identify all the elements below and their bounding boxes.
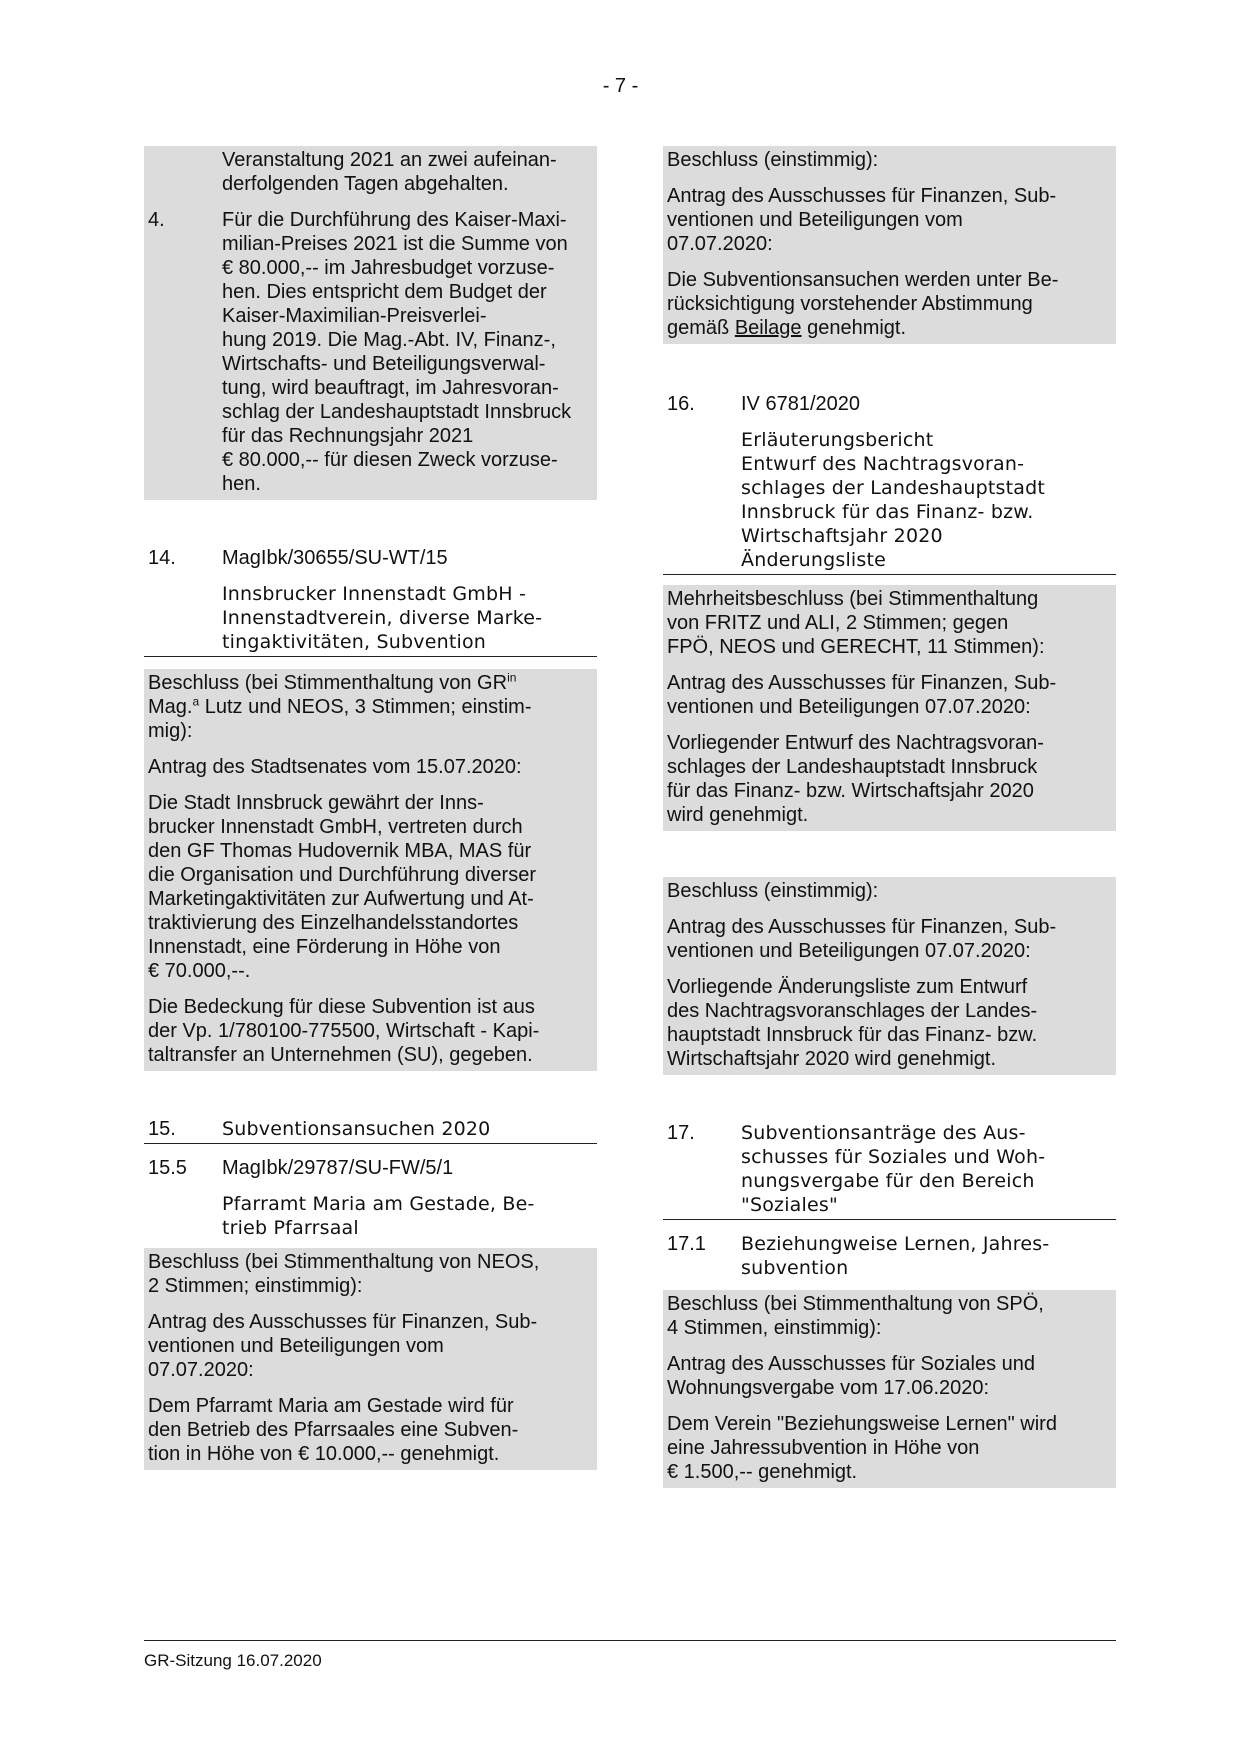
motion-text: Antrag des Ausschusses für Finanzen, Sub- ventionen und Beteiligungen vom 07.07.2020: <box>148 1311 538 1381</box>
section-number: 17. <box>667 1122 695 1144</box>
coverage-text: Die Bedeckung für diese Subvention ist aus der Vp. 1/780100-775500, Wirtschaft - Kapi- taltransfer an Unternehmen (SU), gegeben. <box>148 996 540 1066</box>
section-header <box>663 1121 1116 1220</box>
list-number: 4. <box>148 209 165 231</box>
motion-text: Antrag des Ausschusses für Soziales und Wohnungsvergabe vom 17.06.2020: <box>667 1353 1035 1399</box>
continued-decision-block <box>144 146 597 500</box>
left-column <box>144 146 597 1470</box>
attachment-link[interactable]: Beilage <box>734 317 802 339</box>
decision-text: Mehrheitsbeschluss (bei Stimmenthaltung von FRITZ und ALI, 2 Stimmen; gegen FPÖ, NEOS und GERECHT, 11 Stimmen): <box>667 588 1045 658</box>
motion-text: Antrag des Ausschusses für Finanzen, Sub- ventionen und Beteiligungen 07.07.2020: <box>667 672 1057 718</box>
subsection-header <box>144 1156 597 1180</box>
resolution-text: Vorliegende Änderungsliste zum Entwurf des Nachtragsvoranschlages der Landes- hauptstadt Innsbruck für das Finanz- bzw. Wirtschaftsjahr 2020 wird genehmigt. <box>667 976 1038 1070</box>
decision-block <box>663 585 1116 831</box>
section-15 <box>144 1117 597 1470</box>
decision-text: Beschluss (einstimmig): <box>667 880 879 902</box>
decision-block <box>663 877 1116 1075</box>
section-number: 16. <box>667 393 695 415</box>
section-title: Erläuterungsbericht Entwurf des Nachtragsvoran- schlages der Landeshauptstadt Innsbruck für das Finanz- bzw. Wirtschaftsjahr 2020 Änderungsliste <box>663 428 1116 575</box>
section-number: 15. <box>148 1118 176 1140</box>
subsection-number: 15.5 <box>148 1157 187 1179</box>
decision-text: Beschluss (bei Stimmenthaltung von SPÖ, 4 Stimmen, einstimmig): <box>667 1293 1044 1339</box>
motion-text: Antrag des Ausschusses für Finanzen, Sub- ventionen und Beteiligungen 07.07.2020: <box>667 916 1057 962</box>
section-16 <box>663 392 1116 1075</box>
resolution-text: Die Stadt Innsbruck gewährt der Inns- brucker Innenstadt GmbH, vertreten durch den GF Thomas Hudovernik MBA, MAS für die Organisation und Durchführung diverser Marketingaktivitäten zur Aufwertung und At- traktivierung des Einzelhandelsstandortes Innenstadt, eine Förderung in Höhe von € 70.000,--. <box>148 792 536 982</box>
file-reference: MagIbk/29787/SU-FW/5/1 <box>222 1157 454 1179</box>
section-title: Innsbrucker Innenstadt GmbH - Innenstadtverein, diverse Marke- tingaktivitäten, Subvention <box>144 582 597 657</box>
resolution-text: Die Subventionsansuchen werden unter Be- rücksichtigung vorstehender Abstimmung gemäß Beilage genehmigt. <box>667 269 1059 339</box>
right-column <box>663 146 1116 1488</box>
list-text: Für die Durchführung des Kaiser-Maxi- milian-Preises 2021 ist die Summe von € 80.000,-- im Jahresbudget vorzuse- hen. Dies entspricht dem Budget der Kaiser-Maximilian-Preisverlei- hung 2019. Die Mag.-Abt. IV, Finanz-, Wirtschafts- und Beteiligungsverwal- tung, wird beauftragt, im Jahresvoran- schlag der Landeshauptstadt Innsbruck für das Rechnungsjahr 2021 € 80.000,-- für diesen Zweck vorzuse- hen. <box>222 209 572 495</box>
resolution-text: Dem Verein "Beziehungsweise Lernen" wird eine Jahressubvention in Höhe von € 1.500,-- genehmigt. <box>667 1413 1057 1483</box>
footer-text: GR-Sitzung 16.07.2020 <box>144 1651 322 1670</box>
motion-text: Antrag des Ausschusses für Finanzen, Sub- ventionen und Beteiligungen vom 07.07.2020: <box>667 185 1057 255</box>
decision-text: Beschluss (bei Stimmenthaltung von $GR^{in}$ Mag.$^a$ Lutz und NEOS, 3 Stimmen; einstim- mig): <box>148 670 532 742</box>
decision-block <box>663 1290 1116 1488</box>
resolution-text: Dem Pfarramt Maria am Gestade wird für den Betrieb des Pfarrsaales eine Subven- tion in Höhe von € 10.000,-- genehmigt. <box>148 1395 519 1465</box>
continued-text: Veranstaltung 2021 an zwei aufeinan- derfolgenden Tagen abgehalten. <box>222 149 557 195</box>
decision-text: Beschluss (bei Stimmenthaltung von NEOS, 2 Stimmen; einstimmig): <box>148 1251 540 1297</box>
decision-block <box>144 1248 597 1470</box>
section-17 <box>663 1121 1116 1488</box>
section-14 <box>144 546 597 1071</box>
section-header <box>144 1117 597 1144</box>
decision-block <box>144 669 597 1071</box>
file-reference: IV 6781/2020 <box>741 393 860 415</box>
section-title: Subventionsansuchen 2020 <box>222 1118 491 1140</box>
subsection-header <box>663 1232 1116 1280</box>
page-number: - 7 - <box>602 75 639 97</box>
section-title: Subventionsanträge des Aus- schusses für Soziales und Woh- nungsvergabe für den Bereich "Soziales" <box>741 1122 1046 1216</box>
resolution-text: Vorliegender Entwurf des Nachtragsvoran- schlages der Landeshauptstadt Innsbruck für das Finanz- bzw. Wirtschaftsjahr 2020 wird genehmigt. <box>667 732 1044 826</box>
section-header <box>663 392 1116 416</box>
section-number: 14. <box>148 547 176 569</box>
motion-text: Antrag des Stadtsenates vom 15.07.2020: <box>148 756 522 778</box>
section-header <box>144 546 597 570</box>
subsection-title: Pfarramt Maria am Gestade, Be- trieb Pfarrsaal <box>222 1193 535 1239</box>
decision-block <box>663 146 1116 344</box>
subsection-title: Beziehungweise Lernen, Jahres- subvention <box>741 1233 1050 1279</box>
subsection-number: 17.1 <box>667 1233 706 1255</box>
list-item-4 <box>148 208 593 496</box>
footer <box>144 1640 1116 1673</box>
decision-text: Beschluss (einstimmig): <box>667 149 879 171</box>
file-reference: MagIbk/30655/SU-WT/15 <box>222 547 448 569</box>
